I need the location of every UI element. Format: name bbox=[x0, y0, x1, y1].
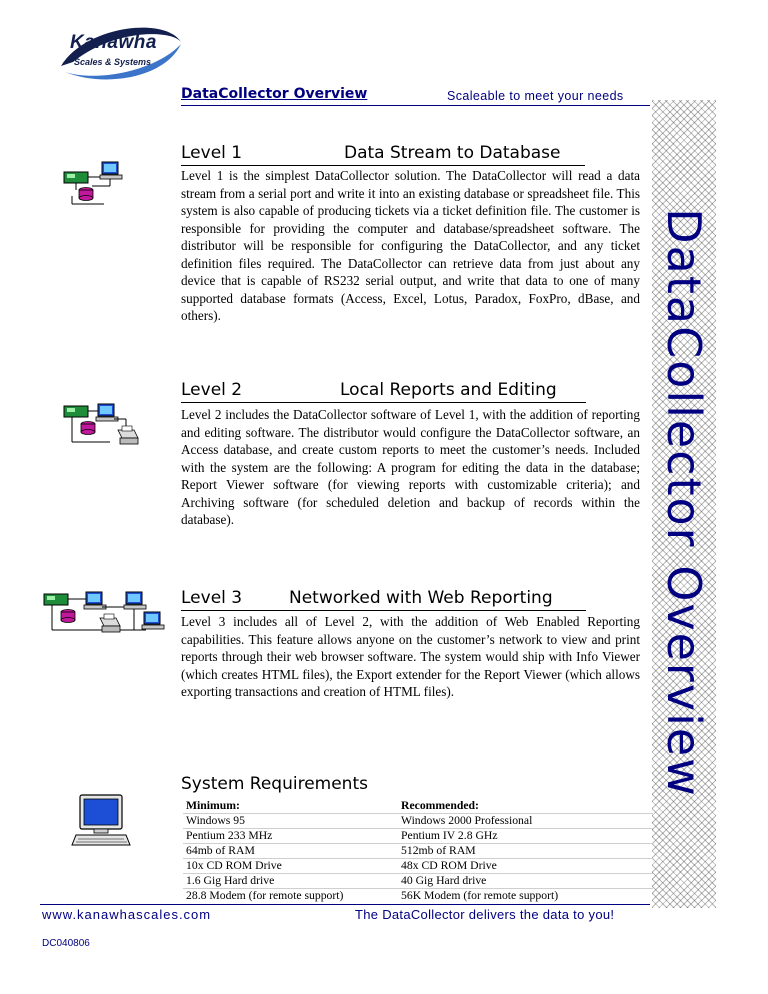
requirements-row-divider bbox=[183, 888, 653, 889]
rec-req-item: 40 Gig Hard drive bbox=[401, 874, 487, 887]
logo-wordmark: Kanawha bbox=[70, 32, 157, 53]
min-req-item: 28.8 Modem (for remote support) bbox=[186, 889, 344, 902]
level3-body: Level 3 includes all of Level 2, with the addition of Web Enabled Reporting capabilities. This feature allows anyone on the customer’s network to view and print reports through their web browser software. The system would ship with Info Viewer (which creates HTML files), the Export extender for the Report Viewer (which allows exporting transactions and creation of HTML files). bbox=[181, 614, 640, 699]
network-diagram-level2-icon bbox=[62, 402, 142, 450]
level2-underline bbox=[181, 402, 586, 403]
footer-website-link[interactable]: www.kanawhascales.com bbox=[42, 907, 212, 922]
requirements-row-divider bbox=[183, 873, 653, 874]
computer-icon bbox=[72, 793, 132, 849]
min-req-item: Windows 95 bbox=[186, 814, 245, 827]
level1-body: Level 1 is the simplest DataCollector solution. The DataCollector will read a data stream from a serial port and write it into an existing database or spreadsheet file. This system is also capable of producing tickets via a ticket definition file. The customer is responsible for providing the computer and database/spreadsheet software. The distributor will be responsible for configuring the DataCollector, and any ticket definition files required. The DataCollector can retrieve data from just about any device that is capable of RS232 serial output, and write that data to one of many supported database formats (Access, Excel, Lotus, Paradox, FoxPro, dBase, and others). bbox=[181, 168, 640, 323]
footer-divider bbox=[40, 904, 650, 905]
level2-title: Local Reports and Editing bbox=[340, 380, 557, 400]
requirements-row-divider bbox=[183, 843, 653, 844]
level3-label: Level 3 bbox=[181, 588, 243, 608]
level1-label: Level 1 bbox=[181, 143, 243, 163]
rec-req-item: 56K Modem (for remote support) bbox=[401, 889, 559, 902]
network-diagram-level3-icon bbox=[42, 590, 164, 638]
rec-req-item: Pentium IV 2.8 GHz bbox=[401, 829, 498, 842]
rec-req-item: 48x CD ROM Drive bbox=[401, 859, 497, 872]
min-req-item: Pentium 233 MHz bbox=[186, 829, 273, 842]
requirements-row-divider bbox=[183, 828, 653, 829]
rec-req-item: Windows 2000 Professional bbox=[401, 814, 533, 827]
document-code: DC040806 bbox=[42, 938, 90, 949]
min-req-item: 64mb of RAM bbox=[186, 844, 255, 857]
level3-title: Networked with Web Reporting bbox=[289, 588, 553, 608]
min-req-item: 10x CD ROM Drive bbox=[186, 859, 282, 872]
footer-tagline: The DataCollector delivers the data to you! bbox=[355, 907, 615, 922]
level1-title: Data Stream to Database bbox=[344, 143, 561, 163]
rec-req-item: 512mb of RAM bbox=[401, 844, 476, 857]
header-title: DataCollector Overview bbox=[181, 86, 368, 102]
level1-underline bbox=[181, 165, 585, 166]
header-divider bbox=[181, 105, 650, 106]
side-vertical-title: DataCollector Overview bbox=[657, 208, 711, 798]
min-req-item: 1.6 Gig Hard drive bbox=[186, 874, 275, 887]
minimum-label: Minimum: bbox=[186, 799, 240, 812]
requirements-row-divider bbox=[183, 858, 653, 859]
level3-underline bbox=[181, 610, 586, 611]
recommended-label: Recommended: bbox=[401, 799, 479, 812]
network-diagram-level1-icon bbox=[62, 160, 132, 208]
logo-subtitle: Scales & Systems bbox=[74, 57, 152, 67]
requirements-heading: System Requirements bbox=[181, 774, 368, 794]
level2-label: Level 2 bbox=[181, 380, 243, 400]
requirements-row-divider bbox=[183, 813, 653, 814]
header-tagline: Scaleable to meet your needs bbox=[447, 89, 624, 103]
level2-body: Level 2 includes the DataCollector software of Level 1, with the addition of reporting and editing software. The distributor would configure the DataCollector software, an Access database, and create custom reports to meet the customer’s needs. Included with the system are the following: A program for editing the data in the database; Report Viewer software (for viewing reports with customizable criteria); and Archiving software (for scheduled deletion and backup of records within the database). bbox=[181, 407, 640, 527]
